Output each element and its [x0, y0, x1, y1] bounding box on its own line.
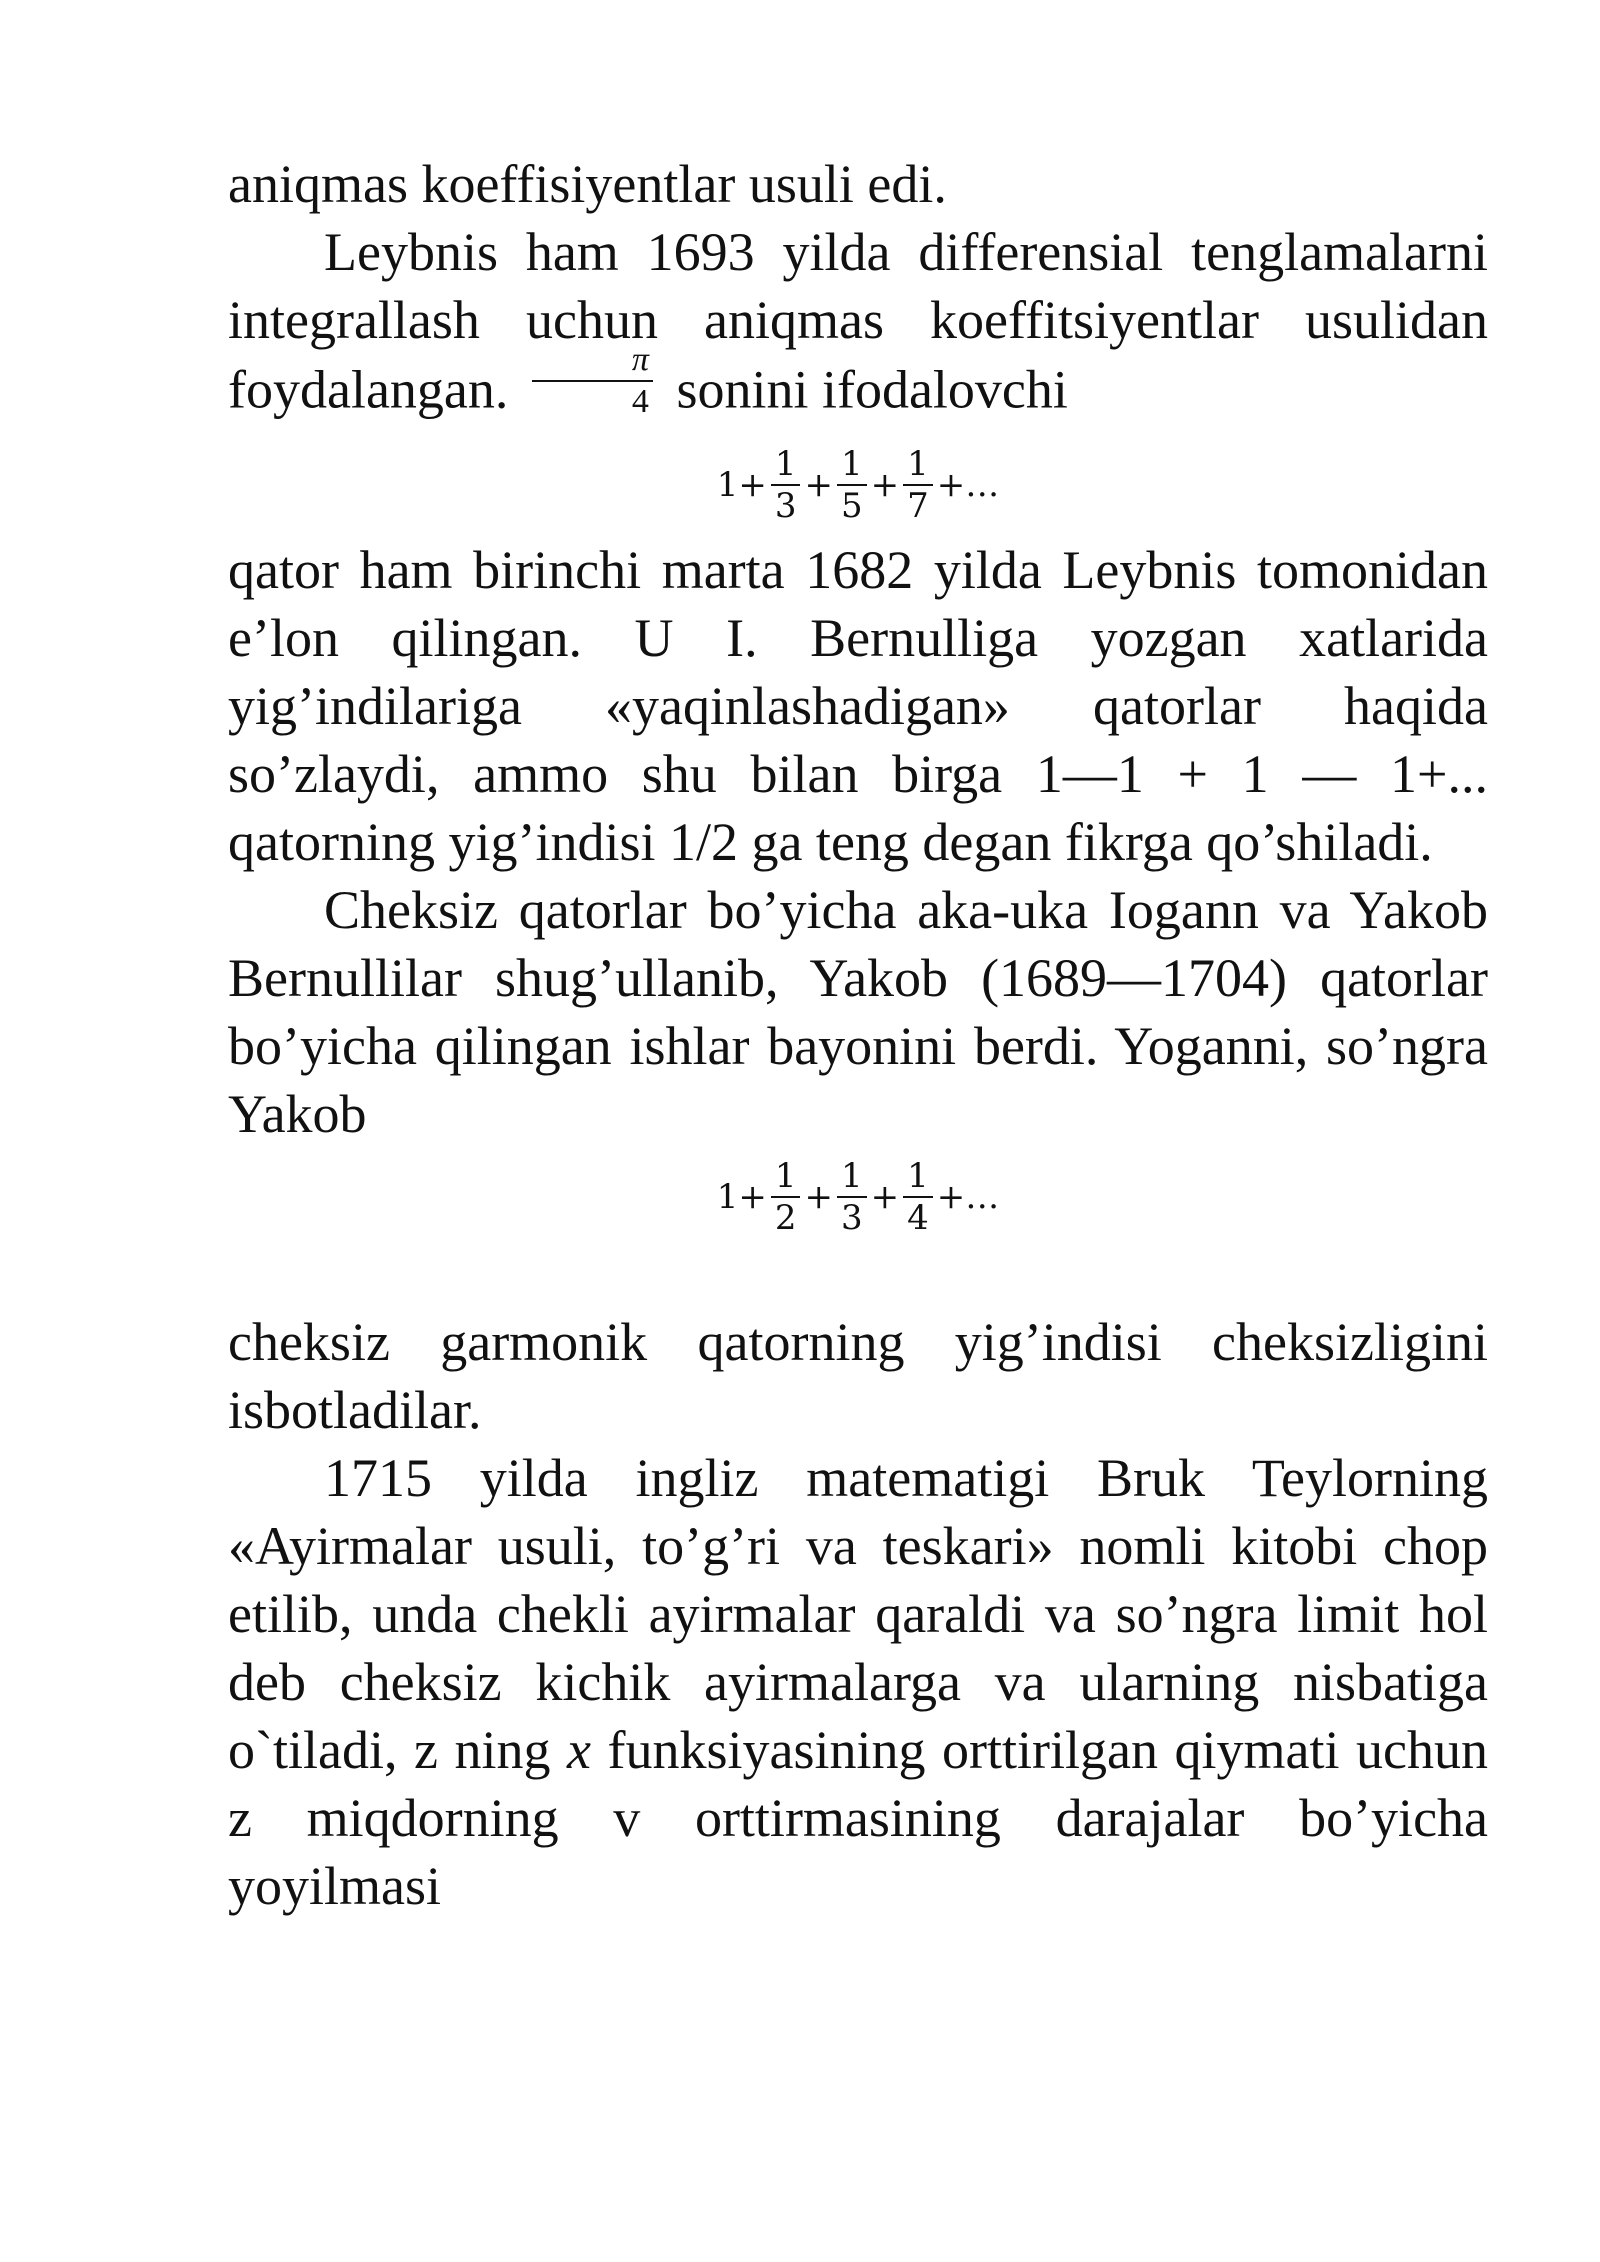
fraction-numerator: 1 — [771, 444, 801, 486]
paragraph-2-text-b: sonini ifodalovchi — [676, 359, 1068, 420]
paragraph-3-text: qator ham birinchi marta 1682 yilda Leybnis tomonidan e’lon qilingan. U I. Bernulliga yozgan xatlarida yig’indilariga «yaqinlashadigan» qatorlar haqida so’zlaydi, ammo shu bilan birga 1—1 + 1 — 1+... qatorning yig’indisi 1/2 ga teng degan fikrga qo’shiladi. — [228, 540, 1488, 872]
formula-tail: +… — [936, 465, 1000, 505]
plus-sign: + — [870, 1177, 900, 1217]
plus-sign: + — [870, 465, 900, 505]
formula-fraction — [837, 444, 867, 526]
fraction-numerator: π — [532, 340, 653, 382]
pi-over-4-fraction — [532, 340, 653, 422]
paragraph-4 — [228, 876, 1488, 1148]
paragraph-1-text: aniqmas koeffisiyentlar usuli edi. — [228, 154, 947, 214]
paragraph-5-text: cheksiz garmonik qatorning yig’indisi cheksizligini isbotladilar. — [228, 1312, 1488, 1440]
formula-fraction — [903, 1156, 933, 1238]
formula-fraction — [771, 444, 801, 526]
formula-leibniz-series — [228, 444, 1488, 526]
paragraph-6-text-b: funksiyasining orttirilgan qiymati uchun z miqdorning v orttirmasining darajalar bo’yicha yoyilmasi — [228, 1720, 1489, 1916]
formula-lead: 1+ — [716, 1177, 767, 1217]
paragraph-6-text-a: 1715 yilda ingliz matematigi Bruk Teylorning «Ayirmalar usuli, to’g’ri va teskari» nomli kitobi chop etilib, unda chekli ayirmalar qaraldi va so’ngra limit hol deb cheksiz kichik ayirmalarga va ularning nisbatiga o`tiladi, z ning — [228, 1448, 1488, 1780]
vertical-spacer — [228, 1248, 1488, 1308]
paragraph-3 — [228, 536, 1488, 876]
fraction-denominator: 7 — [907, 486, 929, 526]
fraction-denominator: 4 — [907, 1198, 929, 1238]
formula-fraction — [771, 1156, 801, 1238]
paragraph-5 — [228, 1308, 1488, 1444]
fraction-denominator: 4 — [631, 383, 649, 420]
paragraph-4-text: Cheksiz qatorlar bo’yicha aka-uka Iogann va Yakob Bernullilar shug’ullanib, Yakob (1689—1704) qatorlar bo’yicha qilingan ishlar bayonini berdi. Yoganni, so’ngra Yakob — [228, 880, 1488, 1144]
paragraph-1 — [228, 150, 1488, 218]
formula-fraction — [837, 1156, 867, 1238]
formula-lead: 1+ — [716, 465, 767, 505]
fraction-numerator: 1 — [837, 1156, 867, 1198]
paragraph-6 — [228, 1444, 1488, 1920]
variable-x: x — [567, 1720, 591, 1780]
fraction-numerator: 1 — [903, 444, 933, 486]
fraction-numerator: 1 — [837, 444, 867, 486]
document-page — [228, 150, 1488, 1920]
fraction-denominator: 3 — [774, 486, 797, 526]
paragraph-2 — [228, 218, 1488, 436]
plus-sign: + — [804, 1177, 833, 1217]
fraction-numerator: 1 — [771, 1156, 801, 1198]
formula-tail: +… — [936, 1177, 1000, 1217]
fraction-denominator: 2 — [774, 1198, 797, 1238]
formula-fraction — [903, 444, 933, 526]
plus-sign: + — [804, 465, 833, 505]
fraction-denominator: 3 — [840, 1198, 863, 1238]
fraction-numerator: 1 — [903, 1156, 933, 1198]
fraction-denominator: 5 — [840, 486, 863, 526]
paragraph-2-text-a: Leybnis ham 1693 yilda differensial tenglamalarni integrallash uchun aniqmas koeffitsiyentlar usulidan foydalangan. — [228, 222, 1488, 420]
formula-harmonic-series — [228, 1156, 1488, 1238]
